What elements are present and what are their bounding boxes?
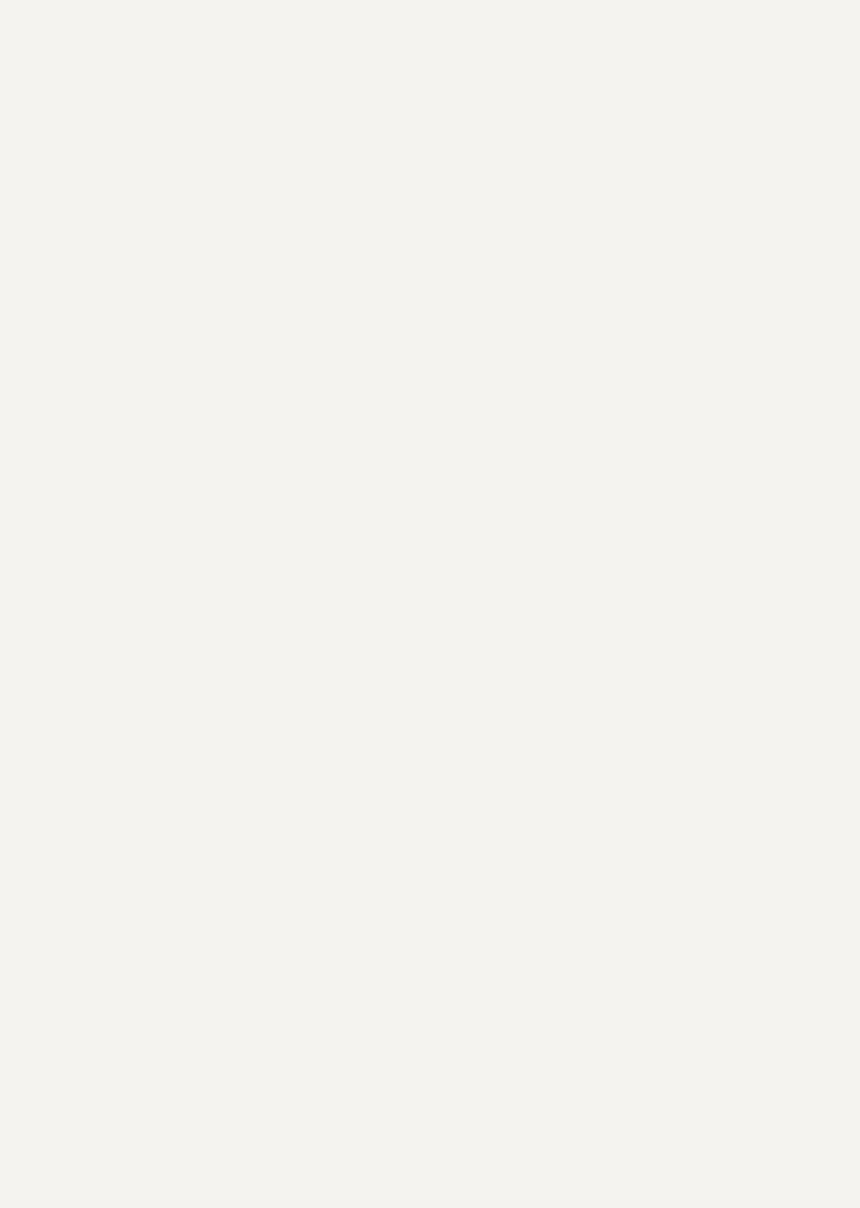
- article-title-row: [0, 411, 860, 430]
